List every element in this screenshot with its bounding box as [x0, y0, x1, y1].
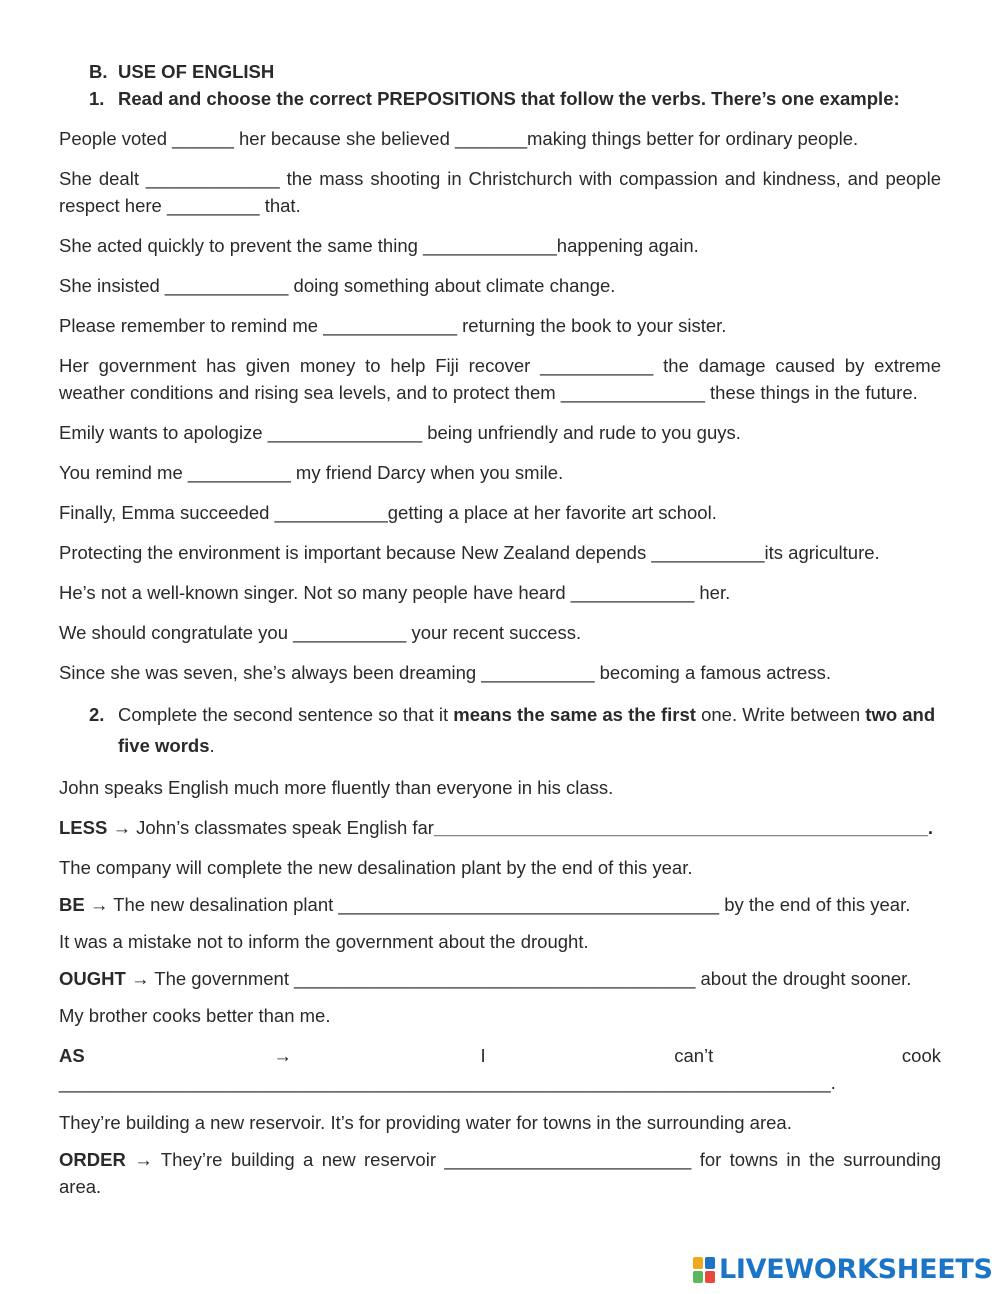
task1-sentence-10: Protecting the environment is important because New Zealand depends ___________its agriculture. [59, 542, 880, 563]
task1-sentence-8: You remind me __________ my friend Darcy when you smile. [59, 462, 564, 483]
task2-item-3-original: It was a mistake not to inform the government about the drought. [59, 931, 589, 952]
keyword: LESS [59, 817, 108, 838]
arrow: → [107, 817, 137, 838]
task2-item-2-rewrite [59, 891, 941, 918]
logo-square [693, 1271, 703, 1283]
worksheet-page [59, 58, 941, 1213]
task2-item-1-rewrite [59, 814, 941, 841]
task1-sentence-4: She insisted ____________ doing something about climate change. [59, 275, 616, 296]
task2-instruction-emphasis: means the same as the first [453, 704, 696, 725]
arrow: → [84, 1045, 481, 1066]
section-label: B. [89, 61, 108, 82]
answer-blank: ________________________________________________. [433, 817, 933, 838]
task1-sentence-3: She acted quickly to prevent the same thing _____________happening again. [59, 235, 699, 256]
task1-number: 1. [89, 88, 105, 109]
task2-item-5-rewrite [59, 1146, 941, 1200]
rewrite-text: The new desalination plant _____________________________________ by the end of this year. [113, 894, 911, 915]
task2-instruction-part: Complete the second sentence so that it [118, 704, 454, 725]
arrow: → [84, 894, 114, 915]
keyword: AS [59, 1045, 85, 1066]
task2-instruction-emphasis: two and five words [118, 704, 936, 756]
logo-square [693, 1257, 703, 1269]
task1-instruction-text: Read and choose the correct PREPOSITIONS that follow the verbs. There’s one example: [118, 88, 900, 109]
task1-instruction [59, 85, 941, 112]
section-heading [59, 58, 941, 85]
task1-sentence-2: She dealt _____________ the mass shooting in Christchurch with compassion and kindness, and people respect here _________ that. [59, 168, 941, 216]
task1-sentence-13: Since she was seven, she’s always been dreaming ___________ becoming a famous actress. [59, 662, 831, 683]
task2-item-list [59, 774, 941, 1200]
task1-sentence-1: People voted ______ her because she believed _______making things better for ordinary people. [59, 128, 859, 149]
logo-grid-icon [693, 1257, 715, 1283]
task2-instruction-text [118, 699, 941, 761]
task2-item-4-original: My brother cooks better than me. [59, 1005, 331, 1026]
task1-sentence-5: Please remember to remind me _____________ returning the book to your sister. [59, 315, 727, 336]
rewrite-text: John’s classmates speak English far [136, 817, 434, 838]
logo-square [705, 1271, 715, 1283]
task2-item-5-original: They’re building a new reservoir. It’s for providing water for towns in the surrounding area. [59, 1112, 792, 1133]
rewrite-text: I can’t cook ___________________________________________________________________________. [59, 1045, 941, 1093]
task1-sentence-11: He’s not a well-known singer. Not so many people have heard ____________ her. [59, 582, 731, 603]
task1-sentence-list [59, 125, 941, 686]
task2-item-1-original: John speaks English much more fluently than everyone in his class. [59, 777, 614, 798]
task2-item-3-rewrite [59, 965, 941, 992]
task2-instruction [59, 699, 941, 761]
keyword: BE [59, 894, 85, 915]
task1-sentence-7: Emily wants to apologize _______________ being unfriendly and rude to you guys. [59, 422, 741, 443]
section-title: USE OF ENGLISH [118, 61, 275, 82]
task2-instruction-part: . [209, 735, 215, 756]
task1-sentence-12: We should congratulate you ___________ your recent success. [59, 622, 582, 643]
arrow: → [125, 1149, 161, 1170]
keyword: OUGHT [59, 968, 126, 989]
task2-item-4-rewrite [59, 1042, 941, 1096]
keyword: ORDER [59, 1149, 126, 1170]
logo-text: LIVEWORKSHEETS [719, 1254, 993, 1285]
liveworksheets-logo [693, 1256, 993, 1284]
task2-item-2-original: The company will complete the new desalination plant by the end of this year. [59, 857, 693, 878]
arrow: → [125, 968, 155, 989]
task1-sentence-6: Her government has given money to help Fiji recover ___________ the damage caused by extreme weather conditions and rising sea levels, and to protect them ______________ these things in the future. [59, 355, 941, 403]
rewrite-text: They’re building a new reservoir ________________________ for towns in the surrounding area. [59, 1149, 941, 1197]
logo-square [705, 1257, 715, 1269]
task2-number: 2. [89, 704, 105, 725]
task1-sentence-9: Finally, Emma succeeded ___________getting a place at her favorite art school. [59, 502, 717, 523]
task2-instruction-part: one. Write between [695, 704, 866, 725]
rewrite-text: The government _______________________________________ about the drought sooner. [154, 968, 912, 989]
